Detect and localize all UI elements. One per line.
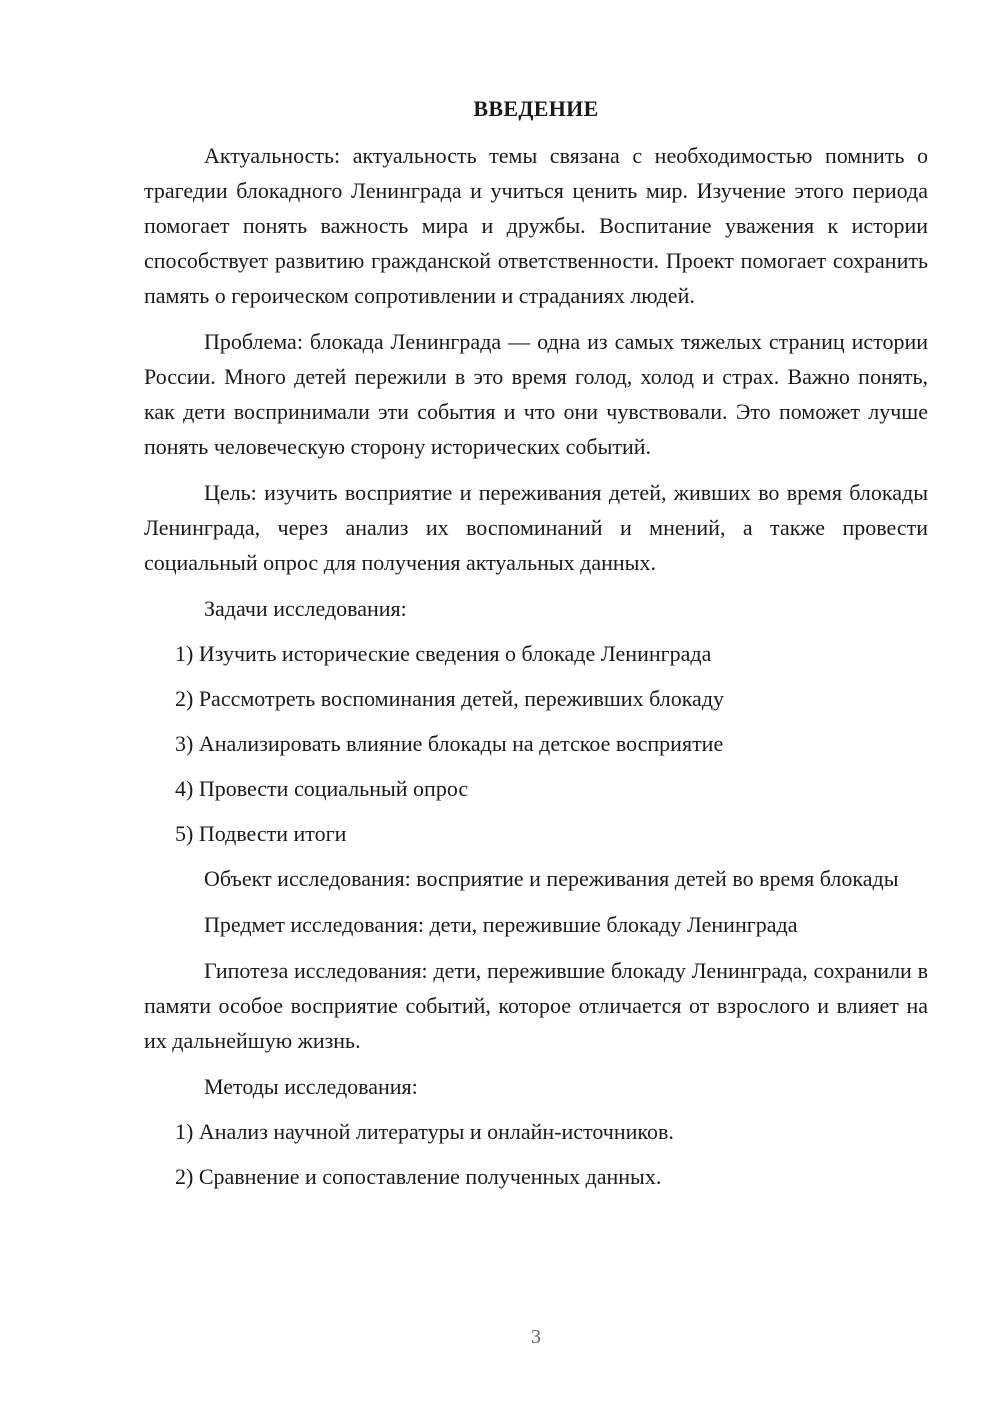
hypothesis-paragraph: Гипотеза исследования: дети, пережившие блокаду Ленинграда, сохранили в памяти особое восприятие событий, которое отличается от взрослого и влияет на их дальнейшую жизнь. (144, 958, 928, 1053)
list-item: 5) Подвести итоги (175, 821, 347, 846)
list-item: 1) Анализ научной литературы и онлайн-источников. (175, 1119, 674, 1144)
page-number: 3 (531, 1326, 541, 1348)
problem-paragraph: Проблема: блокада Ленинграда — одна из самых тяжелых страниц истории России. Много детей пережили в это время голод, холод и страх. Важно понять, как дети воспринимали эти события и что они чувствовали. Это поможет лучше понять человеческую сторону исторических событий. (144, 329, 928, 459)
relevance-paragraph: Актуальность: актуальность темы связана с необходимостью помнить о трагедии блокадного Ленинграда и учиться ценить мир. Изучение этого периода помогает понять важность мира и дружбы. Воспитание уважения к истории способствует развитию гражданской ответственности. Проект помогает сохранить память о героическом сопротивлении и страданиях людей. (144, 143, 928, 308)
tasks-heading: Задачи исследования: (204, 596, 407, 621)
document-page (144, 94, 928, 1204)
subject-paragraph: Предмет исследования: дети, пережившие блокаду Ленинграда (204, 912, 798, 937)
list-item: 2) Рассмотреть воспоминания детей, переживших блокаду (175, 686, 725, 711)
list-item: 2) Сравнение и сопоставление полученных данных. (175, 1164, 662, 1189)
goal-paragraph: Цель: изучить восприятие и переживания детей, живших во время блокады Ленинграда, через анализ их воспоминаний и мнений, а также провести социальный опрос для получения актуальных данных. (144, 480, 928, 575)
list-item: 3) Анализировать влияние блокады на детское восприятие (175, 731, 724, 756)
methods-heading: Методы исследования: (204, 1074, 418, 1099)
tasks-list (144, 636, 928, 851)
list-item: 1) Изучить исторические сведения о блокаде Ленинграда (175, 641, 712, 666)
list-item: 4) Провести социальный опрос (175, 776, 469, 801)
object-paragraph: Объект исследования: восприятие и переживания детей во время блокады (204, 866, 899, 891)
section-title: ВВЕДЕНИЕ (473, 96, 599, 121)
methods-list (144, 1114, 928, 1194)
